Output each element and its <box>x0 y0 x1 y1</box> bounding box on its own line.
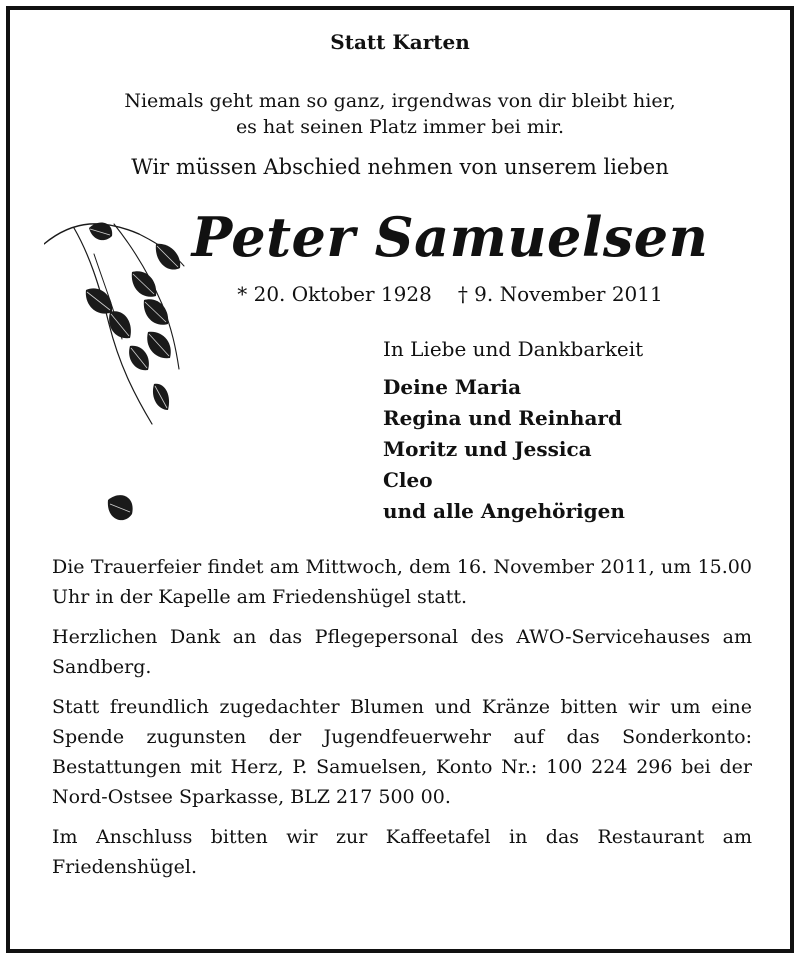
intro-line: Wir müssen Abschied nehmen von unserem lieben <box>131 155 669 179</box>
quote-line-1: Niemals geht man so ganz, irgendwas von dir bleibt hier, <box>124 90 676 112</box>
notice-header: Statt Karten <box>330 30 470 54</box>
mourners-list <box>383 372 783 527</box>
mourners-lead: In Liebe und Dankbarkeit <box>383 337 644 361</box>
mourner-name: Regina und Reinhard <box>383 406 622 430</box>
notice-body <box>52 552 752 892</box>
life-dates <box>150 281 750 307</box>
mourner-name: und alle Angehörigen <box>383 499 625 523</box>
donation-paragraph: Statt freundlich zugedachter Blumen und Kränze bitten wir um eine Spende zugunsten der Jugendfeuerwehr auf das Sonderkonto: Bestattungen mit Herz, P. Samuelsen, Konto Nr.: 100 224 296 bei der Nord-Ostsee Sparkasse, BLZ 217 500 00. <box>52 696 752 808</box>
funeral-service-paragraph: Die Trauerfeier findet am Mittwoch, dem 16. November 2011, um 15.00 Uhr in der Kapelle am Friedenshügel statt. <box>52 556 752 608</box>
mourner-name: Deine Maria <box>383 375 522 399</box>
quote-line-2: es hat seinen Platz immer bei mir. <box>235 116 565 138</box>
birth-date: * 20. Oktober 1928 <box>237 282 432 306</box>
thanks-paragraph: Herzlichen Dank an das Pflegepersonal des AWO-Servicehauses am Sandberg. <box>52 626 752 678</box>
mourner-name: Cleo <box>383 468 433 492</box>
birch-branch-icon <box>44 214 194 544</box>
deceased-name: Peter Samuelsen <box>191 205 709 269</box>
mourners-block <box>383 336 783 527</box>
reception-paragraph: Im Anschluss bitten wir zur Kaffeetafel in das Restaurant am Friedenshügel. <box>52 826 752 878</box>
memorial-quote <box>0 88 800 140</box>
death-date: † 9. November 2011 <box>457 282 663 306</box>
mourner-name: Moritz und Jessica <box>383 437 592 461</box>
